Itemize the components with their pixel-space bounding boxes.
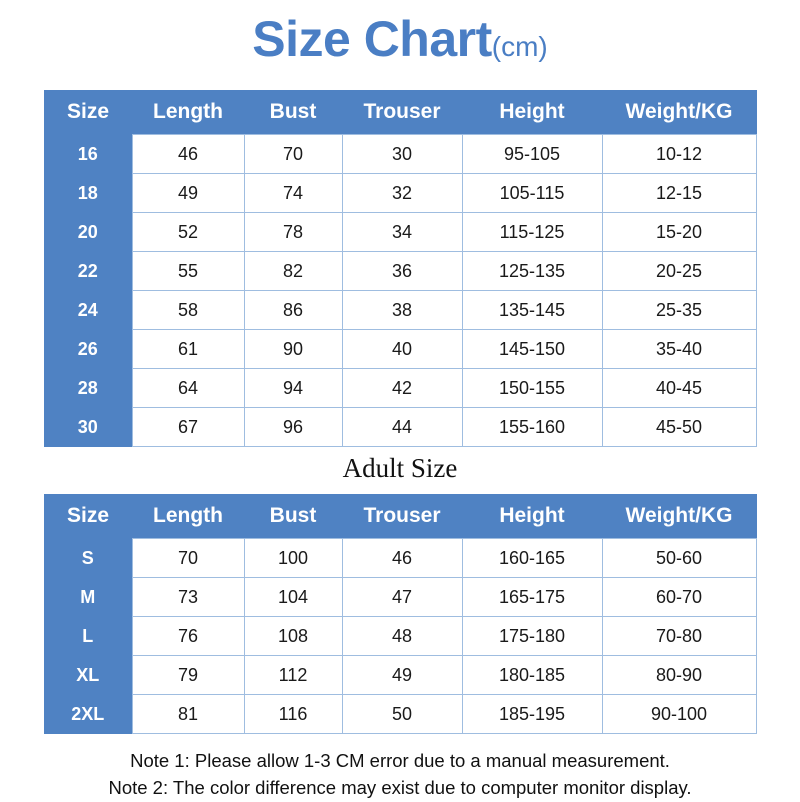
table-header-row: [44, 494, 756, 539]
cell-trouser: 46: [342, 539, 462, 578]
table-row: [44, 695, 756, 734]
table-row: [44, 252, 756, 291]
cell-length: 73: [132, 578, 244, 617]
cell-trouser: 42: [342, 369, 462, 408]
table-row: [44, 174, 756, 213]
cell-trouser: 32: [342, 174, 462, 213]
cell-weight: 25-35: [602, 291, 756, 330]
kids-size-table: [44, 90, 757, 447]
cell-bust: 108: [244, 617, 342, 656]
cell-size: 20: [44, 213, 132, 252]
cell-weight: 12-15: [602, 174, 756, 213]
notes-section: [0, 748, 800, 802]
column-header-size: Size: [44, 90, 132, 135]
cell-weight: 15-20: [602, 213, 756, 252]
column-header-bust: Bust: [244, 494, 342, 539]
cell-height: 160-165: [462, 539, 602, 578]
adult-size-caption: Adult Size: [342, 453, 458, 483]
table-row: [44, 213, 756, 252]
cell-trouser: 36: [342, 252, 462, 291]
cell-trouser: 40: [342, 330, 462, 369]
cell-height: 185-195: [462, 695, 602, 734]
cell-length: 46: [132, 135, 244, 174]
column-header-trouser: Trouser: [342, 494, 462, 539]
cell-length: 70: [132, 539, 244, 578]
cell-length: 49: [132, 174, 244, 213]
cell-size: 24: [44, 291, 132, 330]
cell-bust: 86: [244, 291, 342, 330]
column-header-height: Height: [462, 494, 602, 539]
cell-weight: 80-90: [602, 656, 756, 695]
table-header-row: [44, 90, 756, 135]
kids-size-table-block: [44, 90, 756, 447]
cell-bust: 82: [244, 252, 342, 291]
cell-size: 16: [44, 135, 132, 174]
table-row: [44, 291, 756, 330]
cell-trouser: 38: [342, 291, 462, 330]
cell-size: L: [44, 617, 132, 656]
cell-height: 180-185: [462, 656, 602, 695]
cell-size: 2XL: [44, 695, 132, 734]
cell-bust: 116: [244, 695, 342, 734]
note-measurement-error: Note 1: Please allow 1-3 CM error due to a manual measurement.: [130, 750, 670, 771]
cell-length: 79: [132, 656, 244, 695]
cell-size: 28: [44, 369, 132, 408]
table-row: [44, 408, 756, 447]
cell-weight: 90-100: [602, 695, 756, 734]
page-title: [0, 0, 800, 67]
cell-bust: 96: [244, 408, 342, 447]
cell-bust: 70: [244, 135, 342, 174]
cell-length: 67: [132, 408, 244, 447]
cell-weight: 35-40: [602, 330, 756, 369]
cell-bust: 100: [244, 539, 342, 578]
cell-height: 135-145: [462, 291, 602, 330]
cell-trouser: 48: [342, 617, 462, 656]
cell-trouser: 49: [342, 656, 462, 695]
column-header-bust: Bust: [244, 90, 342, 135]
table-row: [44, 539, 756, 578]
cell-bust: 112: [244, 656, 342, 695]
cell-size: 26: [44, 330, 132, 369]
cell-size: M: [44, 578, 132, 617]
cell-length: 61: [132, 330, 244, 369]
column-header-size: Size: [44, 494, 132, 539]
cell-weight: 70-80: [602, 617, 756, 656]
title-unit: (cm): [491, 31, 548, 62]
cell-trouser: 50: [342, 695, 462, 734]
cell-height: 95-105: [462, 135, 602, 174]
cell-bust: 74: [244, 174, 342, 213]
cell-weight: 50-60: [602, 539, 756, 578]
cell-height: 155-160: [462, 408, 602, 447]
column-header-weight: Weight/KG: [602, 90, 756, 135]
cell-size: S: [44, 539, 132, 578]
cell-size: XL: [44, 656, 132, 695]
cell-length: 64: [132, 369, 244, 408]
table-row: [44, 656, 756, 695]
cell-size: 22: [44, 252, 132, 291]
cell-bust: 94: [244, 369, 342, 408]
cell-height: 115-125: [462, 213, 602, 252]
adult-size-table: [44, 494, 757, 734]
cell-height: 175-180: [462, 617, 602, 656]
cell-size: 30: [44, 408, 132, 447]
cell-bust: 78: [244, 213, 342, 252]
table-row: [44, 330, 756, 369]
cell-height: 145-150: [462, 330, 602, 369]
table-row: [44, 135, 756, 174]
cell-length: 55: [132, 252, 244, 291]
column-header-length: Length: [132, 494, 244, 539]
cell-trouser: 34: [342, 213, 462, 252]
cell-height: 125-135: [462, 252, 602, 291]
cell-trouser: 30: [342, 135, 462, 174]
cell-length: 58: [132, 291, 244, 330]
cell-bust: 104: [244, 578, 342, 617]
title-text: Size Chart: [252, 11, 492, 67]
note-color-difference: Note 2: The color difference may exist due to computer monitor display.: [108, 776, 692, 798]
cell-bust: 90: [244, 330, 342, 369]
cell-weight: 60-70: [602, 578, 756, 617]
cell-size: 18: [44, 174, 132, 213]
cell-trouser: 47: [342, 578, 462, 617]
table-row: [44, 617, 756, 656]
cell-weight: 40-45: [602, 369, 756, 408]
table-row: [44, 369, 756, 408]
cell-length: 52: [132, 213, 244, 252]
cell-weight: 10-12: [602, 135, 756, 174]
cell-trouser: 44: [342, 408, 462, 447]
cell-height: 105-115: [462, 174, 602, 213]
table-row: [44, 578, 756, 617]
cell-length: 76: [132, 617, 244, 656]
cell-height: 165-175: [462, 578, 602, 617]
cell-weight: 20-25: [602, 252, 756, 291]
column-header-weight: Weight/KG: [602, 494, 756, 539]
cell-length: 81: [132, 695, 244, 734]
adult-size-table-block: [44, 494, 756, 734]
cell-weight: 45-50: [602, 408, 756, 447]
column-header-length: Length: [132, 90, 244, 135]
column-header-trouser: Trouser: [342, 90, 462, 135]
column-header-height: Height: [462, 90, 602, 135]
cell-height: 150-155: [462, 369, 602, 408]
